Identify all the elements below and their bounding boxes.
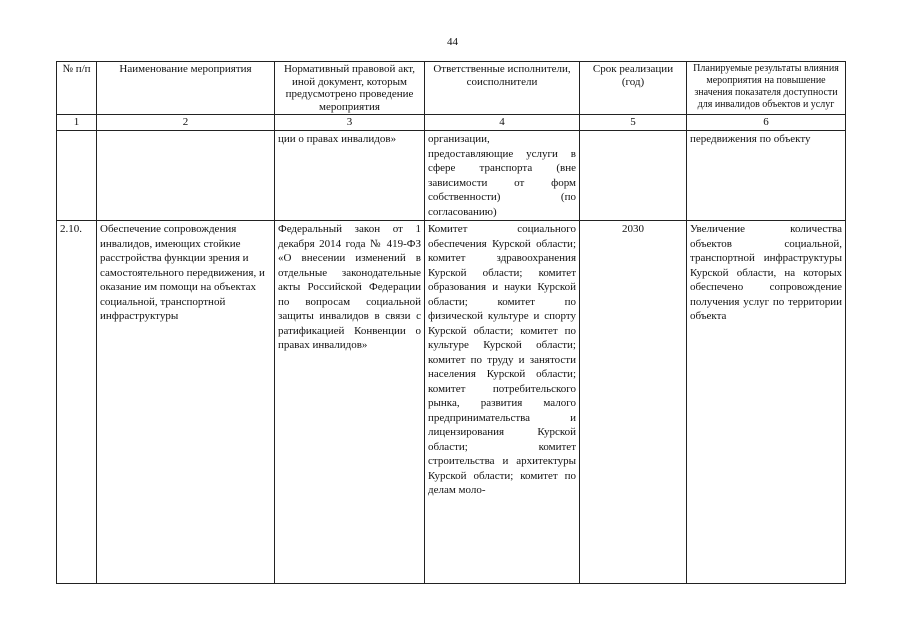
cell-result: передвижения по объекту	[687, 131, 846, 221]
column-number: 5	[580, 115, 687, 131]
cell-act: ции о правах инвалидов»	[275, 131, 425, 221]
column-number: 2	[97, 115, 275, 131]
cell-result: Увеличение количества объектов социальной, транспортной инфраструктуры Курской области, на которых обеспечено сопровождение получения услуг по территории объекта	[687, 221, 846, 584]
column-number: 4	[425, 115, 580, 131]
header-term: Срок реализации (год)	[580, 62, 687, 115]
table-header-row	[57, 62, 846, 115]
header-num: № п/п	[57, 62, 97, 115]
column-number: 6	[687, 115, 846, 131]
cell-name: Обеспечение сопровождения инвалидов, имеющих стойкие расстройства функции зрения и самостоятельного передвижения, и оказание им помощи на объектах социальной, транспортной инфраструктуры	[97, 221, 275, 584]
table-row	[57, 131, 846, 221]
column-number-row	[57, 115, 846, 131]
cell-act: Федеральный закон от 1 декабря 2014 года № 419-ФЗ «О внесении изменений в отдельные законодательные акты Российской Федерации по вопросам социальной защиты инвалидов в связи с ратификацией Конвенции о правах инвалидов»	[275, 221, 425, 584]
cell-executors: Комитет социального обеспечения Курской области; комитет здравоохранения Курской области; комитет образования и науки Курской области; комитет по физической культуре и спорту Курской области; комитет по культуре Курской области; комитет по труду и занятости населения Курской области; комитет потребительского рынка, развития малого предпринимательства и лицензирования Курской области; комитет строительства и архитектуры Курской области; комитет по делам моло-	[425, 221, 580, 584]
column-number: 1	[57, 115, 97, 131]
header-act: Нормативный правовой акт, иной документ, которым предусмотрено проведение мероприятия	[275, 62, 425, 115]
cell-num: 2.10.	[57, 221, 97, 584]
cell-term	[580, 131, 687, 221]
cell-term: 2030	[580, 221, 687, 584]
column-number: 3	[275, 115, 425, 131]
cell-executors: организации, предоставляющие услуги в сфере транспорта (вне зависимости от форм собственности) (по согласованию)	[425, 131, 580, 221]
cell-num	[57, 131, 97, 221]
header-executors: Ответственные исполнители, соисполнители	[425, 62, 580, 115]
header-result: Планируемые результаты влияния мероприятия на повышение значения показателя доступности для инвалидов объектов и услуг	[687, 62, 846, 115]
table-row	[57, 221, 846, 584]
page-number: 44	[447, 36, 458, 48]
measures-table	[56, 61, 846, 584]
cell-name	[97, 131, 275, 221]
header-name: Наименование мероприятия	[97, 62, 275, 115]
